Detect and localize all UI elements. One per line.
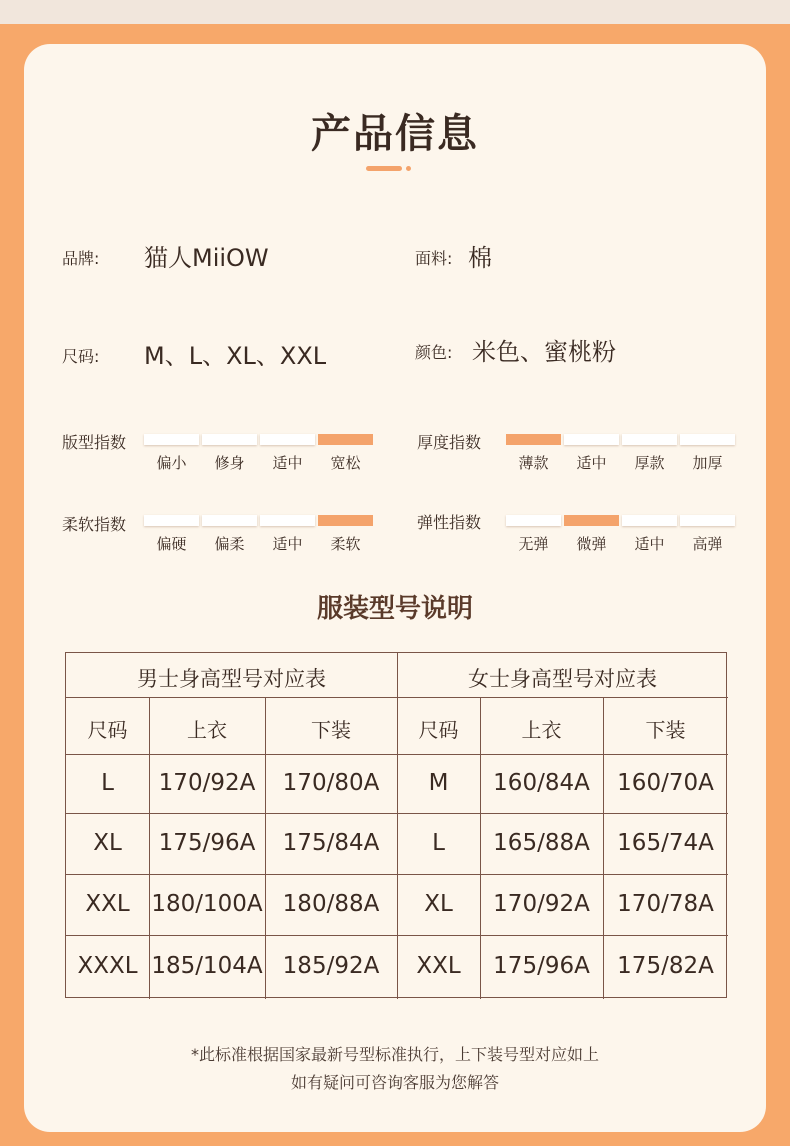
size-table [65,652,727,998]
table-cell: 165/88A [493,830,590,856]
gauge-segment [680,515,735,526]
table-cell: L [101,770,114,796]
elasticity-gauge [506,515,736,559]
gauge-option-label: 宽松 [330,454,361,472]
table-header-cell: 下装 [645,718,686,742]
gauge-segment-selected [564,515,619,526]
gauge-option-label: 偏硬 [156,535,187,553]
table-cell: 170/92A [158,770,256,796]
page-title: 产品信息 [311,111,479,157]
gauge-segment [260,434,315,445]
gauge-option-label: 适中 [272,454,303,472]
table-cell: 160/70A [617,770,714,796]
gauge-option-label: 适中 [576,454,607,472]
table-cell: XL [93,830,122,856]
table-cell: L [432,830,445,856]
table-cell: 170/78A [617,891,714,917]
fit-gauge [144,434,374,478]
size-section-title: 服装型号说明 [316,594,473,624]
fabric-label: 面料: [415,249,453,268]
gauge-option-label: 适中 [634,535,665,553]
fit-gauge-label: 版型指数 [62,433,127,452]
brand-label: 品牌: [62,249,100,268]
table-line [66,697,728,698]
table-cell: XXL [416,953,461,979]
gauge-segment [202,434,257,445]
gauge-option-label: 薄款 [518,454,549,472]
gauge-segment [144,515,199,526]
gauge-option-label: 修身 [214,454,245,472]
table-header-cell: 上衣 [521,718,562,742]
table-cell: 185/104A [151,953,263,979]
size-value: M、L、XL、XXL [144,342,327,370]
gauge-segment [564,434,619,445]
gauge-segment [680,434,735,445]
softness-gauge-label: 柔软指数 [62,515,127,534]
table-cell: 160/84A [493,770,590,796]
title-underline [366,166,402,171]
table-cell: 175/82A [617,953,714,979]
gauge-option-label: 厚款 [634,454,665,472]
elasticity-gauge-label: 弹性指数 [417,513,482,532]
gauge-option-label: 适中 [272,535,303,553]
note-line-1: *此标准根据国家最新号型标准执行，上下装号型对应如上 [190,1045,599,1064]
gauge-segment-selected [318,515,373,526]
table-cell: 175/96A [158,830,256,856]
thickness-gauge-label: 厚度指数 [417,433,482,452]
softness-gauge [144,515,374,559]
gauge-segment-selected [318,434,373,445]
gauge-option-label: 偏小 [156,454,187,472]
table-cell: 175/84A [282,830,380,856]
top-strip [0,0,790,24]
table-header-cell: 下装 [311,718,351,742]
fabric-value: 棉 [468,244,492,272]
gauge-option-label: 无弹 [518,535,549,553]
table-header-cell: 上衣 [187,718,227,742]
gauge-segment [622,515,677,526]
table-cell: XXL [85,891,130,917]
table-cell: 170/80A [282,770,380,796]
table-line [66,935,728,936]
table-cell: 180/100A [151,891,263,917]
gauge-segment [202,515,257,526]
size-label: 尺码: [62,347,100,366]
gauge-segment [622,434,677,445]
color-label: 颜色: [415,343,453,362]
thickness-gauge [506,434,736,478]
table-divider-center [397,653,398,999]
gauge-segment-selected [506,434,561,445]
title-underline-dot [406,166,411,171]
gauge-segment [144,434,199,445]
color-value: 米色、蜜桃粉 [472,338,616,366]
men-table-title: 男士身高型号对应表 [137,667,326,691]
table-line [66,874,728,875]
gauge-option-label: 柔软 [330,535,361,553]
table-cell: 175/96A [493,953,590,979]
table-line [66,813,728,814]
women-table-title: 女士身高型号对应表 [468,667,657,691]
gauge-segment [260,515,315,526]
brand-value: 猫人MiiOW [144,244,269,272]
gauge-option-label: 微弹 [576,535,607,553]
note-line-2: 如有疑问可咨询客服为您解答 [290,1073,499,1092]
gauge-option-label: 高弹 [692,535,723,553]
table-line [66,754,728,755]
table-cell: 180/88A [282,891,380,917]
gauge-segment [506,515,561,526]
table-cell: XXXL [77,953,138,979]
table-header-cell: 尺码 [87,718,128,742]
table-cell: M [428,770,449,796]
gauge-option-label: 加厚 [692,454,723,472]
gauge-option-label: 偏柔 [214,535,245,553]
table-cell: 185/92A [282,953,380,979]
table-cell: 165/74A [617,830,714,856]
table-cell: XL [424,891,453,917]
table-header-cell: 尺码 [418,718,459,742]
table-cell: 170/92A [493,891,590,917]
